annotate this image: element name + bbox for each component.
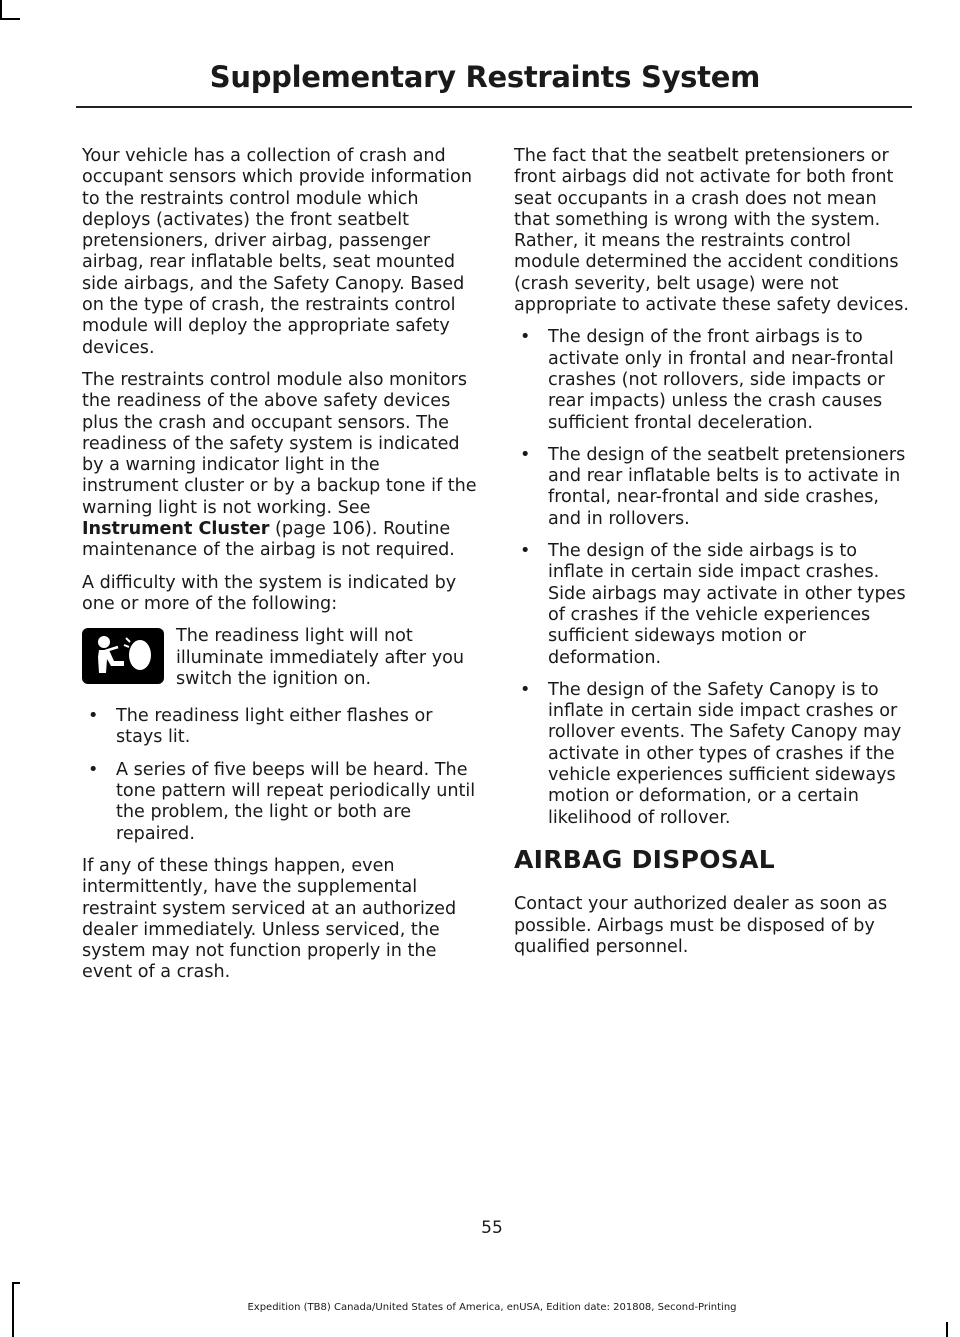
monitor-text: The restraints control module also monitors the readiness of the above safety devices plus the crash and occupant sensors. The readiness of the safety system is indicated by a warning indicator light in the instrument cluster or by a backup tone if the warning light is not working. See	[82, 369, 477, 518]
difficulty-paragraph: A difficulty with the system is indicated by one or more of the following:	[82, 572, 457, 614]
list-item-text: The design of the front airbags is to activate only in frontal and near-frontal crashes (not rollovers, side impacts or rear impacts) unless the crash causes sufficient frontal deceleration.	[548, 327, 894, 433]
bullet: •	[520, 679, 531, 700]
bullet: •	[520, 444, 531, 465]
instrument-cluster-link[interactable]: Instrument Cluster	[82, 519, 270, 540]
bullet: •	[520, 541, 531, 562]
page-reference: (page 106). Routine maintenance of the airbag is not required.	[82, 519, 455, 561]
symptom-list	[82, 706, 477, 845]
header-divider	[76, 106, 912, 108]
bullet: •	[520, 327, 531, 348]
list-item-text: The design of the side airbags is to inflate in certain side impact crashes. Side airbags may activate in other types of crashes if the vehicle experiences sufficient sideways motion or deformation.	[548, 541, 906, 668]
list-item	[514, 541, 909, 669]
list-item-text: The design of the Safety Canopy is to inflate in certain side impact crashes or rollover events. The Safety Canopy may activate in other types of crashes if the vehicle experiences sufficient sideways motion or deformation, or a certain likelihood of rollover.	[548, 679, 902, 828]
page-title: Supplementary Restraints System	[209, 60, 760, 94]
bullet: •	[88, 706, 99, 727]
list-item-text: The design of the seatbelt pretensioners and rear inflatable belts is to activate in frontal, near-frontal and side crashes, and in rollovers.	[548, 444, 906, 529]
page-number: 55	[481, 1218, 503, 1238]
right-column	[514, 146, 909, 969]
list-item	[514, 445, 909, 530]
disposal-paragraph: Contact your authorized dealer as soon as possible. Airbags must be disposed of by qualified personnel.	[514, 894, 888, 957]
list-item	[514, 680, 909, 829]
crop-mark	[14, 1282, 20, 1284]
list-item	[82, 706, 477, 749]
list-item	[82, 760, 477, 845]
section-heading: AIRBAG DISPOSAL	[514, 844, 775, 874]
monitor-paragraph	[82, 370, 477, 562]
airbag-warning-icon	[82, 628, 164, 684]
footer-text: Expedition (TB8) Canada/United States of America, enUSA, Edition date: 201808, Second-Printing	[247, 1302, 737, 1313]
list-item	[514, 327, 909, 433]
left-column	[82, 146, 477, 995]
list-item-text: The readiness light either flashes or stays lit.	[116, 706, 433, 748]
readiness-light-text: The readiness light will not illuminate immediately after you switch the ignition on.	[176, 626, 465, 689]
activation-paragraph: The fact that the seatbelt pretensioners or front airbags did not activate for both front seat occupants in a crash does not mean that something is wrong with the system. Rather, it means the restraints control module determined the accident conditions (crash severity, belt usage) were not appropriate to activate these safety devices.	[514, 146, 909, 316]
crop-mark	[946, 1322, 948, 1337]
readiness-light-note	[82, 626, 477, 690]
design-list	[514, 327, 909, 829]
intro-paragraph: Your vehicle has a collection of crash and occupant sensors which provide information to the restraints control module which deploys (activates) the front seatbelt pretensioners, driver airbag, passenger airbag, rear inflatable belts, seat mounted side airbags, and the Safety Canopy. Based on the type of crash, the restraints control module will deploy the appropriate safety devices.	[82, 146, 472, 358]
crop-mark	[0, 0, 2, 20]
crop-mark	[2, 18, 20, 20]
list-item-text: A series of five beeps will be heard. The tone pattern will repeat periodically until the problem, the light or both are repaired.	[116, 759, 476, 844]
bullet: •	[88, 759, 99, 780]
service-paragraph: If any of these things happen, even intermittently, have the supplemental restraint system serviced at an authorized dealer immediately. Unless serviced, the system may not function properly in the event of a crash.	[82, 855, 457, 983]
